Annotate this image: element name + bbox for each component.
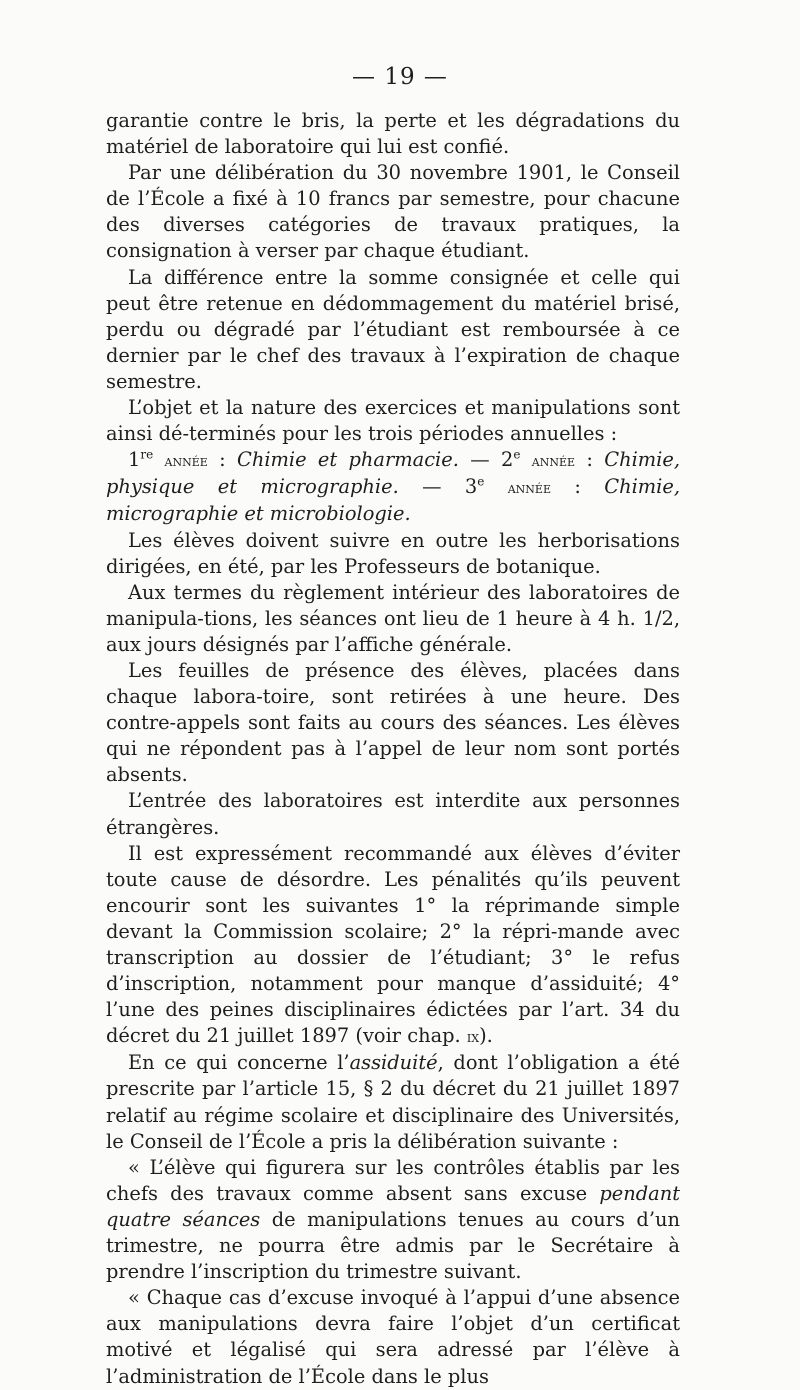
year-1-number: 1	[128, 448, 141, 472]
paragraph-8: Les feuilles de présence des élèves, placées dans chaque labora-toire, sont retirées à une heure. Des contre-appels sont faits au cours des séances. Les élèves qui ne répondent pas à l’appel de leur nom sont portés absents.	[106, 658, 680, 787]
year-2-suffix: e	[513, 447, 521, 462]
year-3-suffix: e	[477, 474, 485, 489]
penalty-3-number: 3°	[551, 946, 574, 969]
attendance-rest: , dont l’obligation a été prescrite par l’article 15, § 2 du décret du 21 juillet 1897 relatif au régime scolaire et disciplinaire des Universités, le Conseil de l’École a pris la délibération suivante :	[106, 1051, 680, 1153]
year-2-subject: Chimie, physique et micrographie.	[106, 448, 681, 499]
penalty-3: le refus d’inscription, notamment pour manque d’assiduité;	[106, 946, 680, 996]
paragraph-rule	[106, 1155, 680, 1285]
penalty-close: ).	[479, 1024, 493, 1048]
attendance-term: assiduité	[349, 1051, 438, 1075]
paragraph-attendance	[106, 1050, 680, 1154]
paragraph-excuse: « Chaque cas d’excuse invoqué à l’appui d’une absence aux manipulations devra faire l’objet d’un certificat motivé et légalisé qui sera adressé par l’élève à l’administration de l’École dans le plus	[106, 1286, 680, 1388]
dash-2: —	[422, 475, 442, 499]
penalty-1: la réprimande simple devant la Commission scolaire;	[106, 893, 680, 943]
rule-rest: de manipulations tenues au cours d’un trimestre, ne pourra être admis par le Secrétaire à prendre l’inscription du trimestre suivant.	[106, 1207, 680, 1284]
paragraph-4: L’objet et la nature des exercices et manipulations sont ainsi dé-terminés pour les trois périodes annuelles :	[106, 396, 680, 446]
penalty-1-number: 1°	[414, 893, 437, 917]
year-1-label: année	[164, 451, 208, 471]
year-1-subject: Chimie et pharmacie.	[237, 448, 459, 472]
year-2-number: 2	[500, 448, 514, 472]
attendance-intro: En ce qui concerne l’	[128, 1051, 350, 1075]
year-1-suffix: re	[140, 447, 154, 462]
paragraph-3: La différence entre la somme consignée et celle qui peut être retenue en dédommagement du matériel brisé, perdu ou dégradé par l’étudiant est remboursée à ce dernier par le chef des travaux à l’expiration de chaque semestre.	[106, 265, 680, 393]
paragraph-2: Par une délibération du 30 novembre 1901, le Conseil de l’École a fixé à 10 francs par semestre, pour chacune des diverses catégories de travaux pratiques, la consignation à verser par chaque étudiant.	[106, 161, 680, 263]
rule-intro: « L’élève qui figurera sur les contrôles établis par les chefs des travaux comme absent sans excuse	[106, 1155, 680, 1205]
paragraph-7: Aux termes du règlement intérieur des laboratoires de manipula-tions, les séances ont lieu de 1 heure à 4 h. 1/2, aux jours désignés par l’affiche générale.	[106, 580, 680, 656]
year-3-number: 3	[464, 475, 478, 499]
year-3-label: année	[507, 478, 551, 498]
penalty-2-number: 2°	[439, 919, 462, 943]
body-text	[106, 108, 680, 1390]
penalty-2: la répri-mande avec transcription au dossier de l’étudiant;	[106, 919, 681, 969]
year-2-label: année	[531, 451, 576, 471]
dash-1: —	[470, 448, 490, 472]
paragraph-penalties	[106, 841, 680, 1051]
paragraph-years: 1re année : Chimie et pharmacie. — 2e année : Chimie, physique et micrographie. — 3e année : Chimie, micrographie et microbiologie.	[106, 447, 681, 526]
page-number: — 19 —	[352, 64, 448, 90]
penalty-4-number: 4°	[657, 972, 680, 996]
paragraph-9: L’entrée des laboratoires est interdite aux personnes étrangères.	[106, 789, 680, 839]
year-3-subject: Chimie, micrographie et microbiologie.	[106, 475, 681, 526]
chapter-numeral: ix	[466, 1027, 480, 1047]
penalties-intro: Il est expressément recommandé aux élèves d’éviter toute cause de désordre. Les pénalités qu’ils peuvent encourir sont les suivantes	[106, 841, 680, 917]
rule-emphasis: pendant quatre séances	[106, 1181, 680, 1231]
paragraph-6: Les élèves doivent suivre en outre les herborisations dirigées, en été, par les Professeurs de botanique.	[106, 528, 680, 578]
penalty-4: l’une des peines disciplinaires édictées par l’art. 34 du décret du 21 juillet 1897 (voir chap.	[106, 998, 680, 1048]
paragraph-1: garantie contre le bris, la perte et les dégradations du matériel de laboratoire qui lui est confié.	[106, 109, 680, 159]
